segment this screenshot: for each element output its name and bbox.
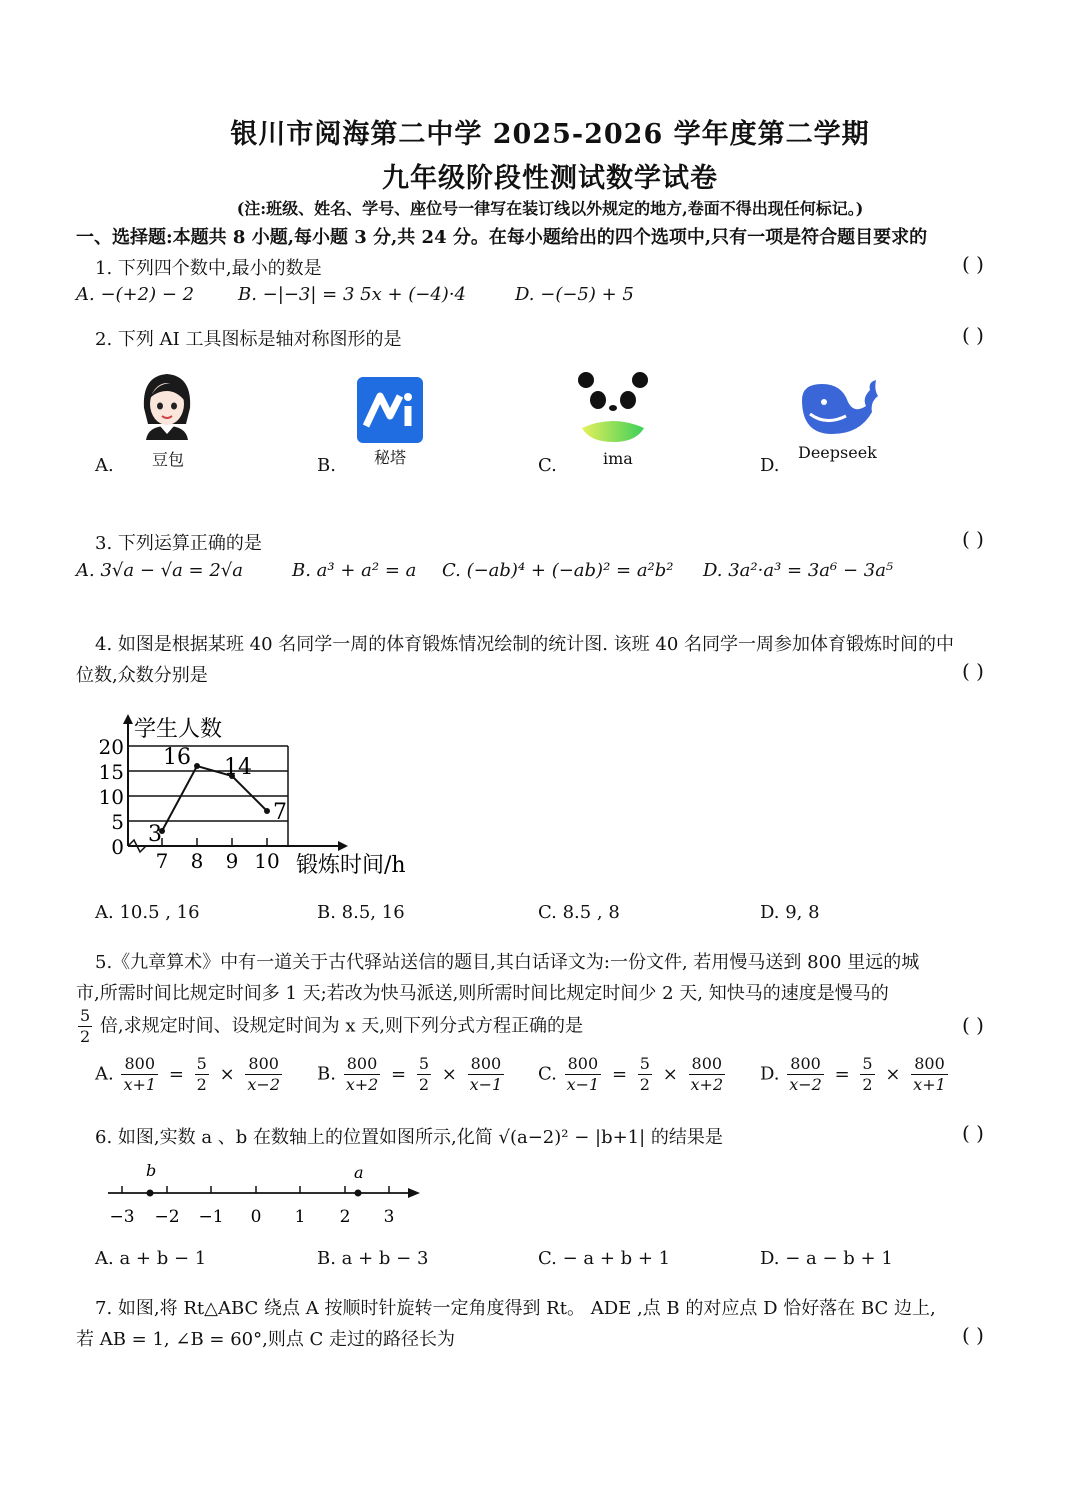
q5-eq-sign: =	[834, 1064, 850, 1085]
data-label: 16	[163, 745, 191, 770]
q5-left-den: x+1	[123, 1075, 157, 1094]
exam-title-line1: 银川市阅海第二中学 2025-2026 学年度第二学期	[230, 119, 870, 150]
q2-caption-c: ima	[603, 449, 633, 468]
q7-answer-paren: ( )	[962, 1323, 984, 1347]
q7-stem-line2: 若 AB = 1, ∠B = 60°,则点 C 走过的路径长为	[76, 1329, 456, 1350]
q5-right-den: x+2	[690, 1075, 724, 1094]
q2-letter-d: D.	[760, 455, 780, 476]
number-line-tick-label: 0	[250, 1207, 262, 1227]
q5-eq-sign: =	[168, 1064, 184, 1085]
q5-num: 800	[565, 1054, 602, 1075]
x-tick-label: 8	[190, 849, 204, 873]
q5-letter: B.	[317, 1063, 336, 1085]
x-tick-label: 9	[225, 849, 239, 873]
point-a	[355, 1190, 362, 1197]
q2-answer-paren: ( )	[962, 323, 984, 347]
deepseek-whale-icon	[796, 376, 880, 438]
q5-letter: A.	[95, 1063, 114, 1085]
q5-answer-paren: ( )	[962, 1013, 984, 1037]
y-tick-label: 0	[111, 835, 124, 859]
q3-stem: 3. 下列运算正确的是	[95, 533, 262, 554]
q3-answer-paren: ( )	[962, 527, 984, 551]
number-line	[100, 1158, 430, 1233]
q1-option-b: B. −|−3| = 3 5x + (−4)·4	[238, 284, 466, 305]
y-tick-label: 10	[98, 785, 124, 809]
q5-option-d	[760, 1054, 950, 1095]
q2-caption-b: 秘塔	[374, 448, 407, 467]
q1-option-d: D. −(−5) + 5	[515, 284, 634, 305]
data-label: 3	[148, 822, 162, 847]
q5-coef-den: 2	[862, 1075, 873, 1094]
x-tick-label: 7	[155, 849, 169, 873]
number-line-tick-label: 2	[339, 1207, 351, 1227]
data-label: 7	[273, 800, 287, 825]
data-point	[264, 808, 270, 814]
y-axis-arrow	[123, 714, 133, 724]
q5-eq-sign: =	[611, 1064, 628, 1085]
q5-stem-line3-wrap	[76, 1006, 583, 1047]
q5-num: 800	[121, 1054, 158, 1075]
number-line-tick-label: 1	[294, 1207, 306, 1227]
metaso-logo-icon	[356, 376, 424, 444]
q5-letter: C.	[538, 1063, 557, 1085]
q5-coef-num: 5	[862, 1054, 873, 1073]
q5-num: 800	[689, 1054, 726, 1075]
x-tick-label: 10	[254, 849, 280, 873]
y-tick-label: 20	[98, 735, 124, 759]
q5-num: 800	[911, 1054, 948, 1075]
q3-option-d: D. 3a²·a³ = 3a⁶ − 3a⁵	[703, 560, 894, 581]
q6-option-a: A. a + b − 1	[95, 1248, 207, 1269]
data-point	[194, 763, 200, 769]
q6-answer-paren: ( )	[962, 1121, 984, 1145]
q5-coef-den: 2	[639, 1075, 650, 1094]
q5-left-den: x−1	[566, 1075, 600, 1094]
q5-coef-num: 5	[418, 1054, 430, 1073]
q5-num: 800	[468, 1054, 505, 1075]
number-line-arrow	[408, 1188, 420, 1198]
number-line-tick-label: −2	[154, 1207, 180, 1227]
q5-num: 800	[787, 1054, 824, 1075]
point-b	[147, 1190, 154, 1197]
q5-stem-line1: 5.《九章算术》中有一道关于古代驿站送信的题目,其白话译文为:一份文件, 若用慢马送到 800 里远的城	[95, 952, 920, 973]
q4-stem-line2: 位数,众数分别是	[76, 665, 208, 686]
q5-stem-line2: 市,所需时间比规定时间多 1 天;若改为快马派送,则所需时间比规定时间少 2 天, 知快马的速度是慢马的	[76, 983, 889, 1004]
q5-option-c	[538, 1054, 727, 1095]
q6-stem: 6. 如图,实数 a 、b 在数轴上的位置如图所示,化简 √(a−2)² − |b+1| 的结果是	[95, 1127, 723, 1148]
exam-title-line2: 九年级阶段性测试数学试卷	[382, 163, 718, 194]
q5-left-den: x−2	[789, 1075, 822, 1094]
q4-option-c: C. 8.5 , 8	[538, 902, 620, 923]
q6-option-d: D. − a − b + 1	[760, 1248, 893, 1269]
q2-letter-c: C.	[538, 455, 557, 476]
exam-note: (注:班级、姓名、学号、座位号一律写在装订线以外规定的地方,卷面不得出现任何标记。)	[236, 199, 864, 218]
ima-panda-icon	[576, 370, 650, 442]
q6-option-c: C. − a + b + 1	[538, 1248, 671, 1269]
q5-option-a	[95, 1054, 284, 1095]
q5-right-den: x−2	[247, 1075, 280, 1094]
point-a-label: a	[354, 1163, 364, 1182]
q2-letter-a: A.	[95, 455, 114, 476]
q4-option-d: D. 9, 8	[760, 902, 820, 923]
q5-letter: D.	[760, 1063, 780, 1085]
q5-coef-num: 5	[639, 1054, 650, 1073]
q5-left-den: x+2	[345, 1075, 379, 1094]
q5-times-sign: ×	[885, 1064, 901, 1085]
y-tick-label: 5	[111, 810, 124, 834]
q2-caption-d: Deepseek	[798, 443, 877, 462]
q1-answer-paren: ( )	[962, 252, 984, 276]
x-axis-arrow	[338, 841, 348, 851]
q2-caption-a: 豆包	[152, 450, 185, 469]
q5-times-sign: ×	[219, 1064, 235, 1085]
data-label: 14	[224, 755, 252, 780]
q3-option-a: A. 3√a − √a = 2√a	[76, 560, 244, 581]
q5-coef-num: 5	[196, 1054, 207, 1073]
doubao-avatar-icon	[138, 368, 196, 440]
q4-option-b: B. 8.5, 16	[317, 902, 405, 923]
q5-ratio-num: 5	[80, 1006, 91, 1025]
q5-times-sign: ×	[662, 1064, 678, 1085]
exercise-line-chart	[90, 700, 430, 890]
number-line-tick-label: −1	[198, 1207, 224, 1227]
q4-answer-paren: ( )	[962, 659, 984, 683]
q4-option-a: A. 10.5 , 16	[95, 902, 200, 923]
q7-stem-line1: 7. 如图,将 Rt△ABC 绕点 A 按顺时针旋转一定角度得到 Rt。 ADE ,点 B 的对应点 D 恰好落在 BC 边上,	[95, 1298, 936, 1319]
q5-ratio-den: 2	[80, 1027, 91, 1046]
q5-ratio-fraction	[78, 1006, 92, 1047]
point-b-label: b	[146, 1161, 157, 1180]
y-tick-label: 15	[98, 760, 124, 784]
y-axis-label: 学生人数	[134, 717, 223, 742]
q5-coef-den: 2	[418, 1075, 430, 1094]
q5-option-b	[317, 1054, 506, 1095]
q5-stem-line3: 倍,求规定时间、设规定时间为 x 天,则下列分式方程正确的是	[99, 1015, 583, 1037]
q5-eq-sign: =	[391, 1064, 407, 1085]
q5-num: 800	[245, 1054, 282, 1075]
q6-option-b: B. a + b − 3	[317, 1248, 429, 1269]
q3-option-c: C. (−ab)⁴ + (−ab)² = a²b²	[442, 560, 674, 581]
q4-stem-line1: 4. 如图是根据某班 40 名同学一周的体育锻炼情况绘制的统计图. 该班 40 名同学一周参加体育锻炼时间的中	[95, 634, 955, 655]
q5-right-den: x+1	[913, 1075, 946, 1094]
q1-stem: 1. 下列四个数中,最小的数是	[95, 258, 322, 279]
q1-option-a: A. −(+2) − 2	[76, 284, 195, 305]
q5-times-sign: ×	[441, 1064, 457, 1085]
q5-right-den: x−1	[469, 1075, 503, 1094]
q5-num: 800	[344, 1054, 381, 1075]
section-heading: 一、选择题:本题共 8 小题,每小题 3 分,共 24 分。在每小题给出的四个选项中,只有一项是符合题目要求的	[76, 227, 928, 248]
q2-stem: 2. 下列 AI 工具图标是轴对称图形的是	[95, 329, 402, 350]
number-line-tick-label: −3	[109, 1207, 135, 1227]
number-line-tick-label: 3	[383, 1207, 395, 1227]
q3-option-b: B. a³ + a² = a	[292, 560, 417, 581]
q5-coef-den: 2	[196, 1075, 207, 1094]
x-axis-label: 锻炼时间/h	[296, 853, 406, 878]
q2-letter-b: B.	[317, 455, 336, 476]
